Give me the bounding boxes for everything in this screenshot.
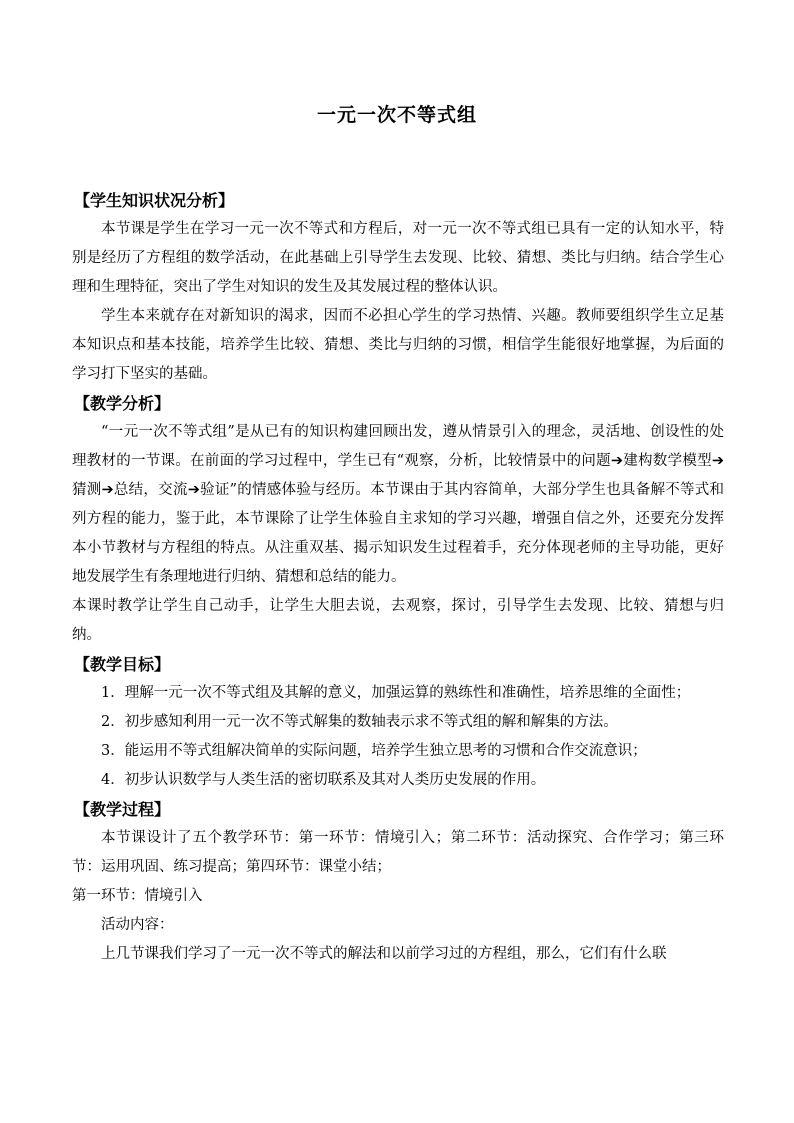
- paragraph: 本课时教学让学生自己动手，让学生大胆去说，去观察，探讨，引导学生去发现、比较、猜想与归纳。: [72, 598, 724, 643]
- section-heading-teaching-process: 【教学过程】: [74, 800, 171, 819]
- paragraph: 活动内容：: [101, 917, 174, 933]
- paragraph: 学生本来就存在对新知识的渴求，因而不必担心学生的学习热情、兴趣。教师要组织学生立足基本知识点和基本技能，培养学生比较、猜想、类比与归纳的习惯，相信学生能很好地掌握，为后面的学习打下坚实的基础。: [72, 308, 724, 382]
- paragraph: “一元一次不等式组”是从已有的知识构建回顾出发，遵从情景引入的理念，灵活地、创设性的处理教材的一节课。在前面的学习过程中，学生已有“观察，分析，比较情景中的问题➔建构数学模型➔猜测➔总结，交流➔验证”的情感体验与经历。本节课由于其内容简单，大部分学生也具备解不等式和列方程的能力，鉴于此，本节课除了让学生体验自主求知的学习兴趣，增强自信之外，还要充分发挥本小节教材与方程组的特点。从注重双基、揭示知识发生过程着手，充分体现老师的主导功能，更好地发展学生有条理地进行归纳、猜想和总结的能力。: [72, 424, 724, 585]
- paragraph: 上几节课我们学习了一元一次不等式的解法和以前学习过的方程组，那么，它们有什么联: [101, 946, 667, 962]
- paragraph: 本节课是学生在学习一元一次不等式和方程后，对一元一次不等式组已具有一定的认知水平，特别是经历了方程组的数学活动，在此基础上引导学生去发现、比较、猜想、类比与归纳。结合学生心理和生理特征，突出了学生对知识的发生及其发展过程的整体认识。: [72, 221, 724, 295]
- paragraph: 本节课设计了五个教学环节：第一环节：情境引入；第二环节：活动探究、合作学习；第三环节：运用巩固、练习提高；第四环节：课堂小结；: [72, 830, 724, 875]
- paragraph: 第一环节：情境引入: [72, 888, 203, 904]
- section-heading-teaching-analysis: 【教学分析】: [74, 394, 171, 413]
- goal-item: 1．理解一元一次不等式组及其解的意义，加强运算的熟练性和准确性，培养思维的全面性；: [101, 685, 691, 701]
- section-heading-student-analysis: 【学生知识状况分析】: [74, 191, 235, 210]
- goal-item: 3．能运用不等式组解决简单的实际问题，培养学生独立思考的习惯和合作交流意识；: [101, 743, 647, 759]
- section-heading-teaching-goals: 【教学目标】: [74, 655, 171, 674]
- goal-item: 4．初步认识数学与人类生活的密切联系及其对人类历史发展的作用。: [101, 772, 546, 788]
- document-body: [72, 186, 724, 969]
- document-title: 一元一次不等式组: [316, 104, 477, 126]
- goal-item: 2．初步感知利用一元一次不等式解集的数轴表示求不等式组的解和解集的方法。: [101, 714, 618, 730]
